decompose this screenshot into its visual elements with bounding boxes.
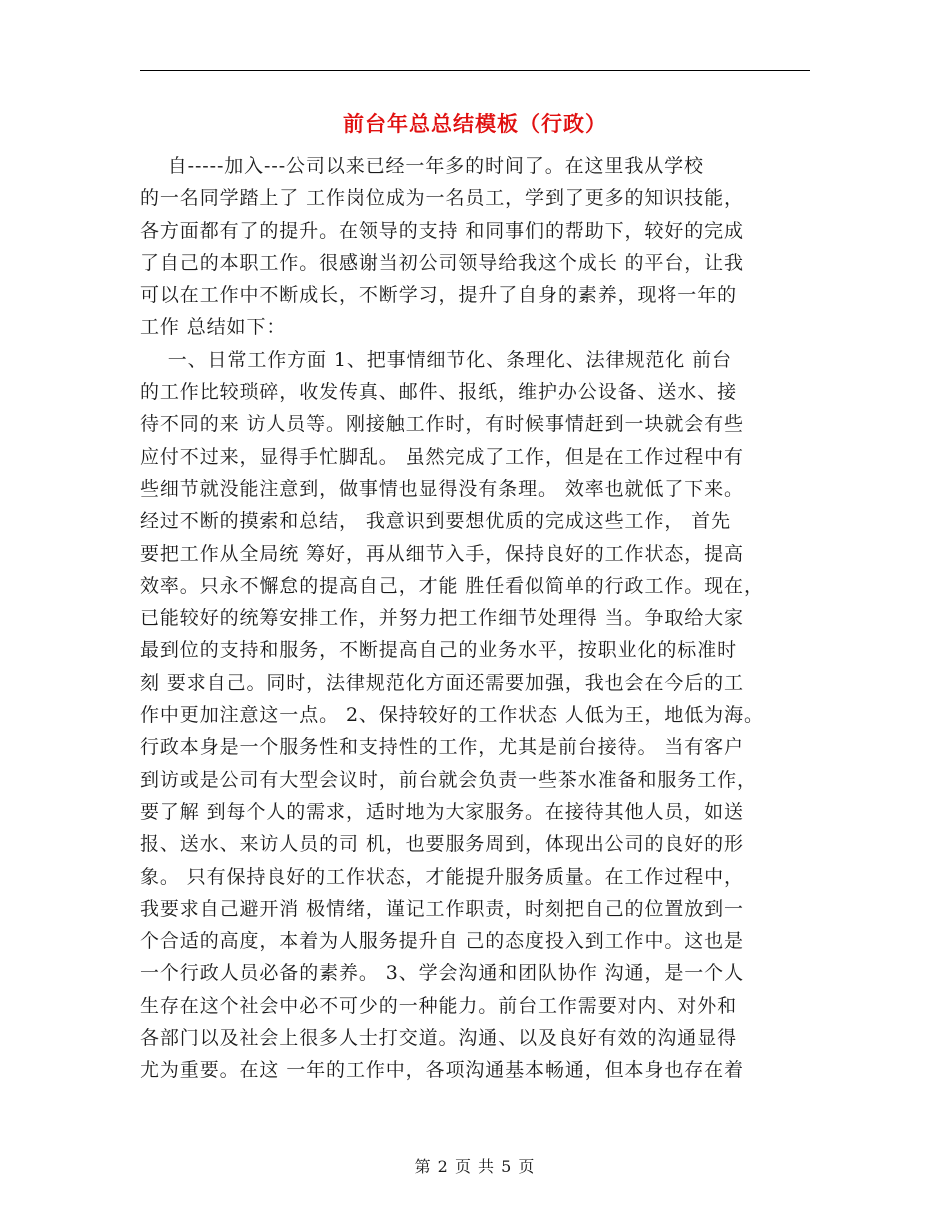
body-line: 自-----加入---公司以来已经一年多的时间了。在这里我从学校 [140, 155, 704, 177]
body-line: 经过不断的摸索和总结， 我意识到要想优质的完成这些工作， 首先 [140, 510, 731, 533]
document-title: 前台年总总结模板（行政） [343, 111, 607, 136]
body-line: 刻 要求自己。同时，法律规范化方面还需要加强，我也会在今后的工 [140, 671, 744, 694]
body-line: 一、日常工作方面 1、把事情细节化、条理化、法律规范化 前台 [140, 348, 732, 371]
document-body [140, 150, 820, 1087]
body-line: 待不同的来 访人员等。刚接触工作时，有时候事情赶到一块就会有些 [140, 413, 744, 436]
body-line: 了自己的本职工作。很感谢当初公司领导给我这个成长 的平台，让我 [140, 251, 744, 274]
body-line: 生存在这个社会中必不可少的一种能力。前台工作需要对内、对外和 [140, 994, 738, 1017]
body-line: 些细节就没能注意到，做事情也显得没有条理。 效率也就低了下来。 [140, 477, 744, 500]
body-line: 可以在工作中不断成长，不断学习，提升了自身的素养，现将一年的 [140, 284, 738, 307]
header-rule [140, 70, 810, 71]
body-line: 报、送水、来访人员的司 机，也要服务周到，体现出公司的良好的形 [140, 833, 744, 856]
body-line: 尤为重要。在这 一年的工作中，各项沟通基本畅通，但本身也存在着 [140, 1059, 744, 1082]
body-line: 效率。只永不懈怠的提高自己，才能 胜任看似简单的行政工作。现在， [140, 574, 764, 597]
body-line: 各部门以及社会上很多人士打交道。沟通、以及良好有效的沟通显得 [140, 1027, 738, 1050]
body-line: 已能较好的统筹安排工作，并努力把工作细节处理得 当。争取给大家 [140, 607, 744, 630]
body-line: 要了解 到每个人的需求，适时地为大家服务。在接待其他人员，如送 [140, 800, 744, 823]
body-line: 工作 总结如下： [140, 316, 287, 339]
body-line: 的一名同学踏上了 工作岗位成为一名员工，学到了更多的知识技能， [140, 187, 744, 210]
body-line: 到访或是公司有大型会议时，前台就会负责一些茶水准备和服务工作， [140, 768, 757, 791]
body-line: 各方面都有了的提升。在领导的支持 和同事们的帮助下，较好的完成 [140, 219, 744, 242]
body-line: 最到位的支持和服务，不断提高自己的业务水平，按职业化的标准时 [140, 639, 738, 662]
body-line: 的工作比较琐碎，收发传真、邮件、报纸，维护办公设备、送水、接 [140, 381, 738, 404]
body-line: 行政本身是一个服务性和支持性的工作，尤其是前台接待。 当有客户 [140, 736, 744, 759]
body-line: 象。 只有保持良好的工作状态，才能提升服务质量。在工作过程中， [140, 865, 744, 888]
body-line: 我要求自己避开消 极情绪，谨记工作职责，时刻把自己的位置放到一 [140, 897, 744, 920]
body-line: 作中更加注意这一点。 2、保持较好的工作状态 人低为王，地低为海。 [140, 704, 764, 727]
body-line: 一个行政人员必备的素养。 3、学会沟通和团队协作 沟通，是一个人 [140, 962, 744, 985]
body-line: 应付不过来，显得手忙脚乱。 虽然完成了工作，但是在工作过程中有 [140, 445, 744, 468]
body-line: 要把工作从全局统 筹好，再从细节入手，保持良好的工作状态，提高 [140, 542, 744, 565]
page-number: 第 2 页 共 5 页 [414, 1157, 536, 1176]
body-line: 个合适的高度，本着为人服务提升自 己的态度投入到工作中。这也是 [140, 930, 744, 953]
